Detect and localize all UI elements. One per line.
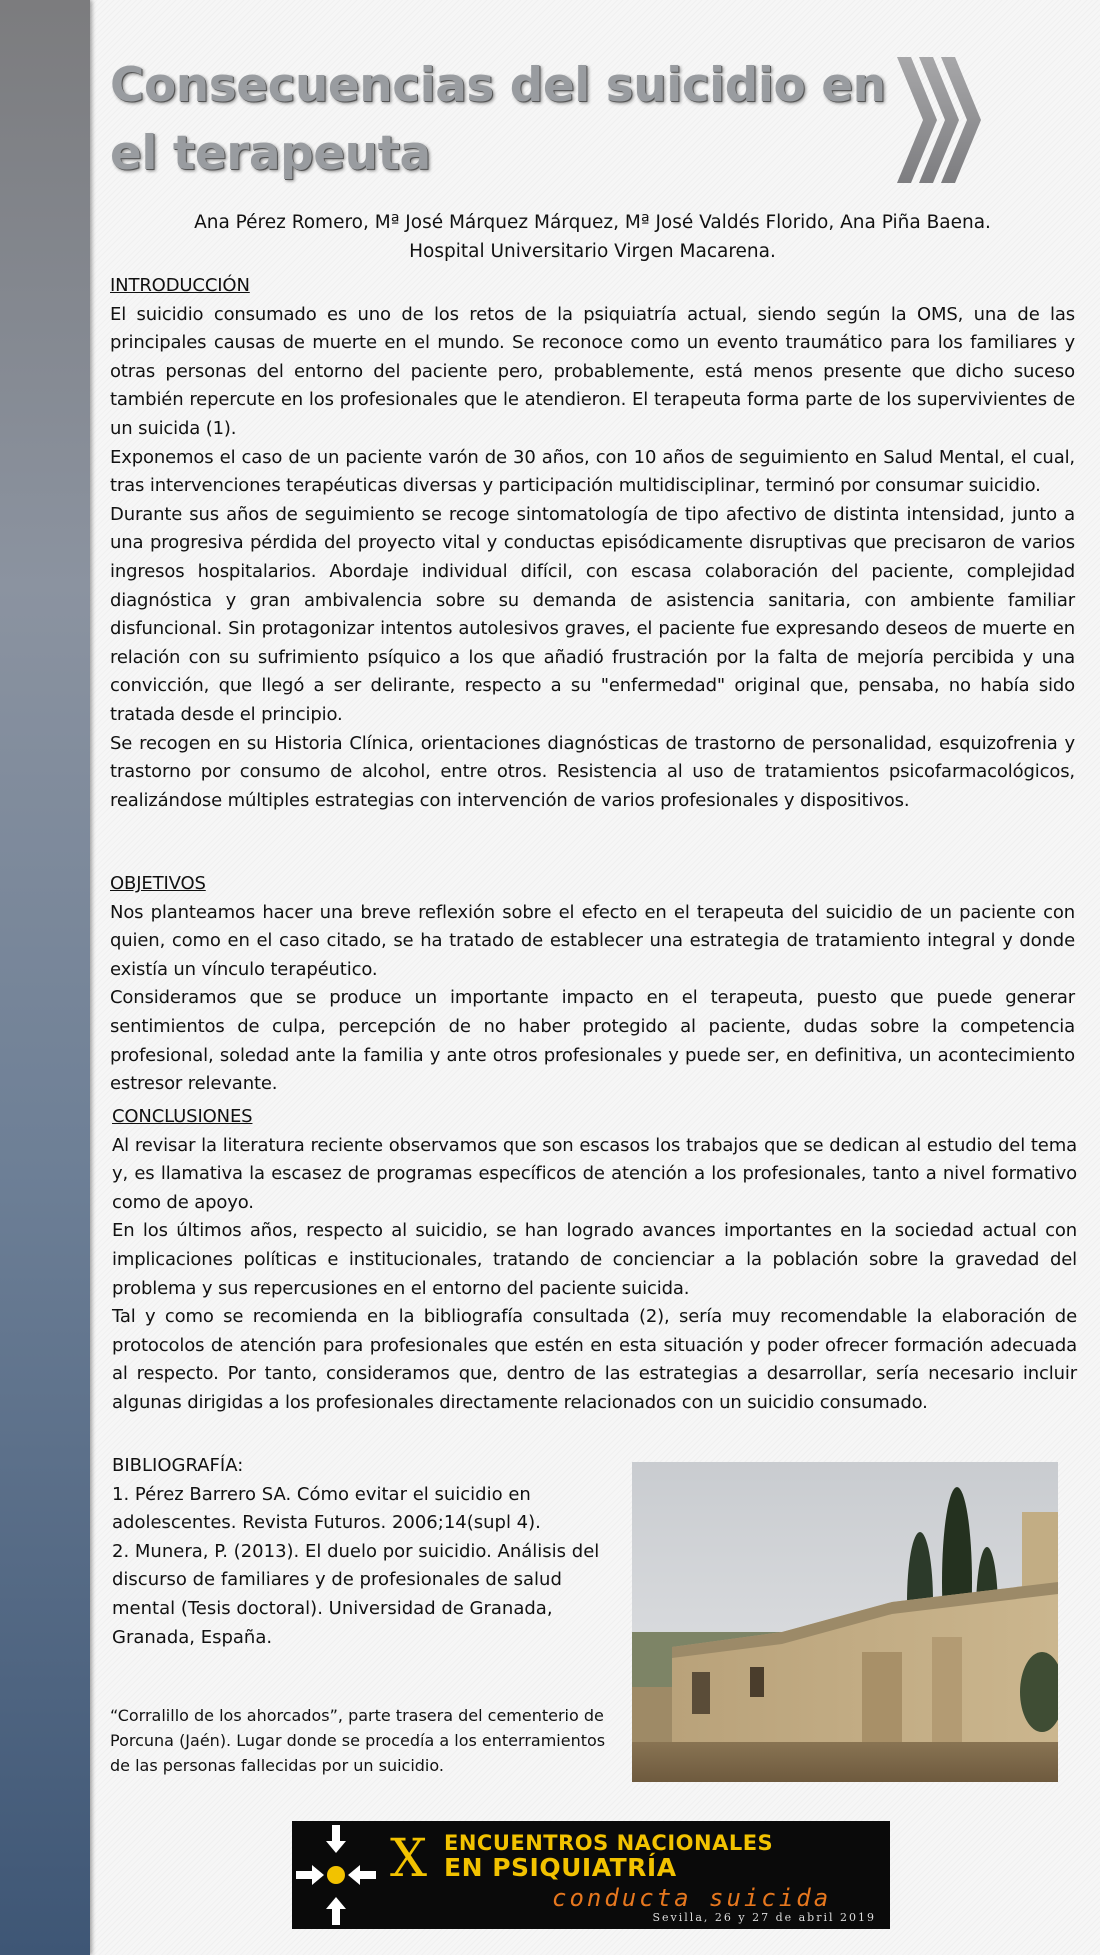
section-heading: BIBLIOGRAFÍA: [112, 1455, 244, 1476]
paragraph: Exponemos el caso de un paciente varón de 30 años, con 10 años de seguimiento en Salud Mental, el cual, tras intervenciones terapéuticas diversas y participación multidisciplinar, terminó por consumar suicidio. [110, 446, 1075, 497]
authors-block [110, 208, 1075, 266]
arrows-converging-icon [292, 1821, 392, 1929]
section-conclusiones [112, 1103, 1077, 1418]
authors-names: Ana Pérez Romero, Mª José Márquez Márquez, Mª José Valdés Florido, Ana Piña Baena. [194, 212, 991, 233]
section-bibliografia [112, 1452, 612, 1652]
paragraph: El suicidio consumado es uno de los retos de la psiquiatría actual, siendo según la OMS, una de las principales causas de muerte en el mundo. Se reconoce como un evento traumático para los familiares y otras personas del entorno del paciente pero, probablemente, está menos presente que dicho suceso también repercute en los profesionales que le atendieron. El terapeuta forma parte de los supervivientes de un suicida (1). [110, 303, 1075, 439]
left-gradient-bar [0, 0, 90, 1955]
logo-numeral: X [390, 1829, 428, 1889]
cemetery-photo [632, 1462, 1058, 1782]
section-objetivos [110, 870, 1075, 1099]
section-heading: CONCLUSIONES [112, 1106, 253, 1127]
authors-institution: Hospital Universitario Virgen Macarena. [409, 241, 776, 262]
paragraph: En los últimos años, respecto al suicidio, se han logrado avances importantes en la sociedad actual con implicaciones políticas e institucionales, tratando de concienciar a la población sobre la gravedad del problema y sus repercusiones en el entorno del paciente suicida. [112, 1220, 1077, 1299]
poster-title: Consecuencias del suicidio en el terapeuta [110, 58, 886, 181]
logo-title-line2: EN PSIQUIATRÍA [444, 1853, 677, 1882]
paragraph: Nos planteamos hacer una breve reflexión sobre el efecto en el terapeuta del suicidio de un paciente con quien, como en el caso citado, se ha tratado de establecer una estrategia de tratamiento integral y donde existía un vínculo terapéutico. [110, 901, 1075, 980]
paragraph: Al revisar la literatura reciente observamos que son escasos los trabajos que se dedican al estudio del tema y, es llamativa la escasez de programas específicos de atención a los profesionales, tanto a nivel formativo como de apoyo. [112, 1134, 1077, 1213]
section-heading: OBJETIVOS [110, 873, 206, 894]
paragraph: Tal y como se recomienda en la bibliografía consultada (2), sería muy recomendable la elaboración de protocolos de atención para profesionales que estén en esta situación y poder ofrecer formación adecuada al respecto. Por tanto, consideramos que, dentro de las estrategias a desarrollar, sería necesario incluir algunas dirigidas a los profesionales directamente relacionados con un suicidio consumado. [112, 1306, 1077, 1413]
chevron-decoration-icon [895, 55, 985, 185]
logo-date: Sevilla, 26 y 27 de abril 2019 [652, 1911, 876, 1924]
photo-caption: “Corralillo de los ahorcados”, parte trasera del cementerio de Porcuna (Jaén). Lugar donde se procedía a los enterramientos de las personas fallecidas por un suicidio. [110, 1706, 606, 1775]
event-logo [292, 1821, 890, 1929]
paragraph: Durante sus años de seguimiento se recoge sintomatología de tipo afectivo de distinta intensidad, junto a una progresiva pérdida del proyecto vital y conductas episódicamente disruptivas que precisaron de varios ingresos hospitalarios. Abordaje individual difícil, con escasa colaboración del paciente, complejidad diagnóstica y gran ambivalencia sobre su demanda de asistencia sanitaria, con ambiente familiar disfuncional. Sin protagonizar intentos autolesivos graves, el paciente fue expresando deseos de muerte en relación con su sufrimiento psíquico a los que añadió frustración por la falta de mejoría percibida y una convicción, que llegó a ser delirante, respecto a su "enfermedad" original que, pensaba, no había sido tratada desde el principio. [110, 503, 1075, 725]
logo-subtitle: conducta suicida [552, 1884, 832, 1912]
reference-item: 1. Pérez Barrero SA. Cómo evitar el suicidio en adolescentes. Revista Futuros. 2006;14(supl 4). [112, 1483, 541, 1534]
reference-item: 2. Munera, P. (2013). El duelo por suicidio. Análisis del discurso de familiares y de profesionales de salud mental (Tesis doctoral). Universidad de Granada, Granada, España. [112, 1540, 600, 1648]
section-heading: INTRODUCCIÓN [110, 275, 250, 296]
paragraph: Consideramos que se produce un importante impacto en el terapeuta, puesto que puede generar sentimientos de culpa, percepción de no haber protegido al paciente, dudas sobre la competencia profesional, soledad ante la familia y ante otros profesionales y puede ser, en definitiva, un acontecimiento estresor relevante. [110, 987, 1075, 1095]
section-introduccion [110, 272, 1075, 815]
paragraph: Se recogen en su Historia Clínica, orientaciones diagnósticas de trastorno de personalidad, esquizofrenia y trastorno por consumo de alcohol, entre otros. Resistencia al uso de tratamientos psicofarmacológicos, realizándose múltiples estrategias con intervención de varios profesionales y dispositivos. [110, 732, 1075, 811]
logo-title-line1: ENCUENTROS NACIONALES [444, 1831, 774, 1855]
